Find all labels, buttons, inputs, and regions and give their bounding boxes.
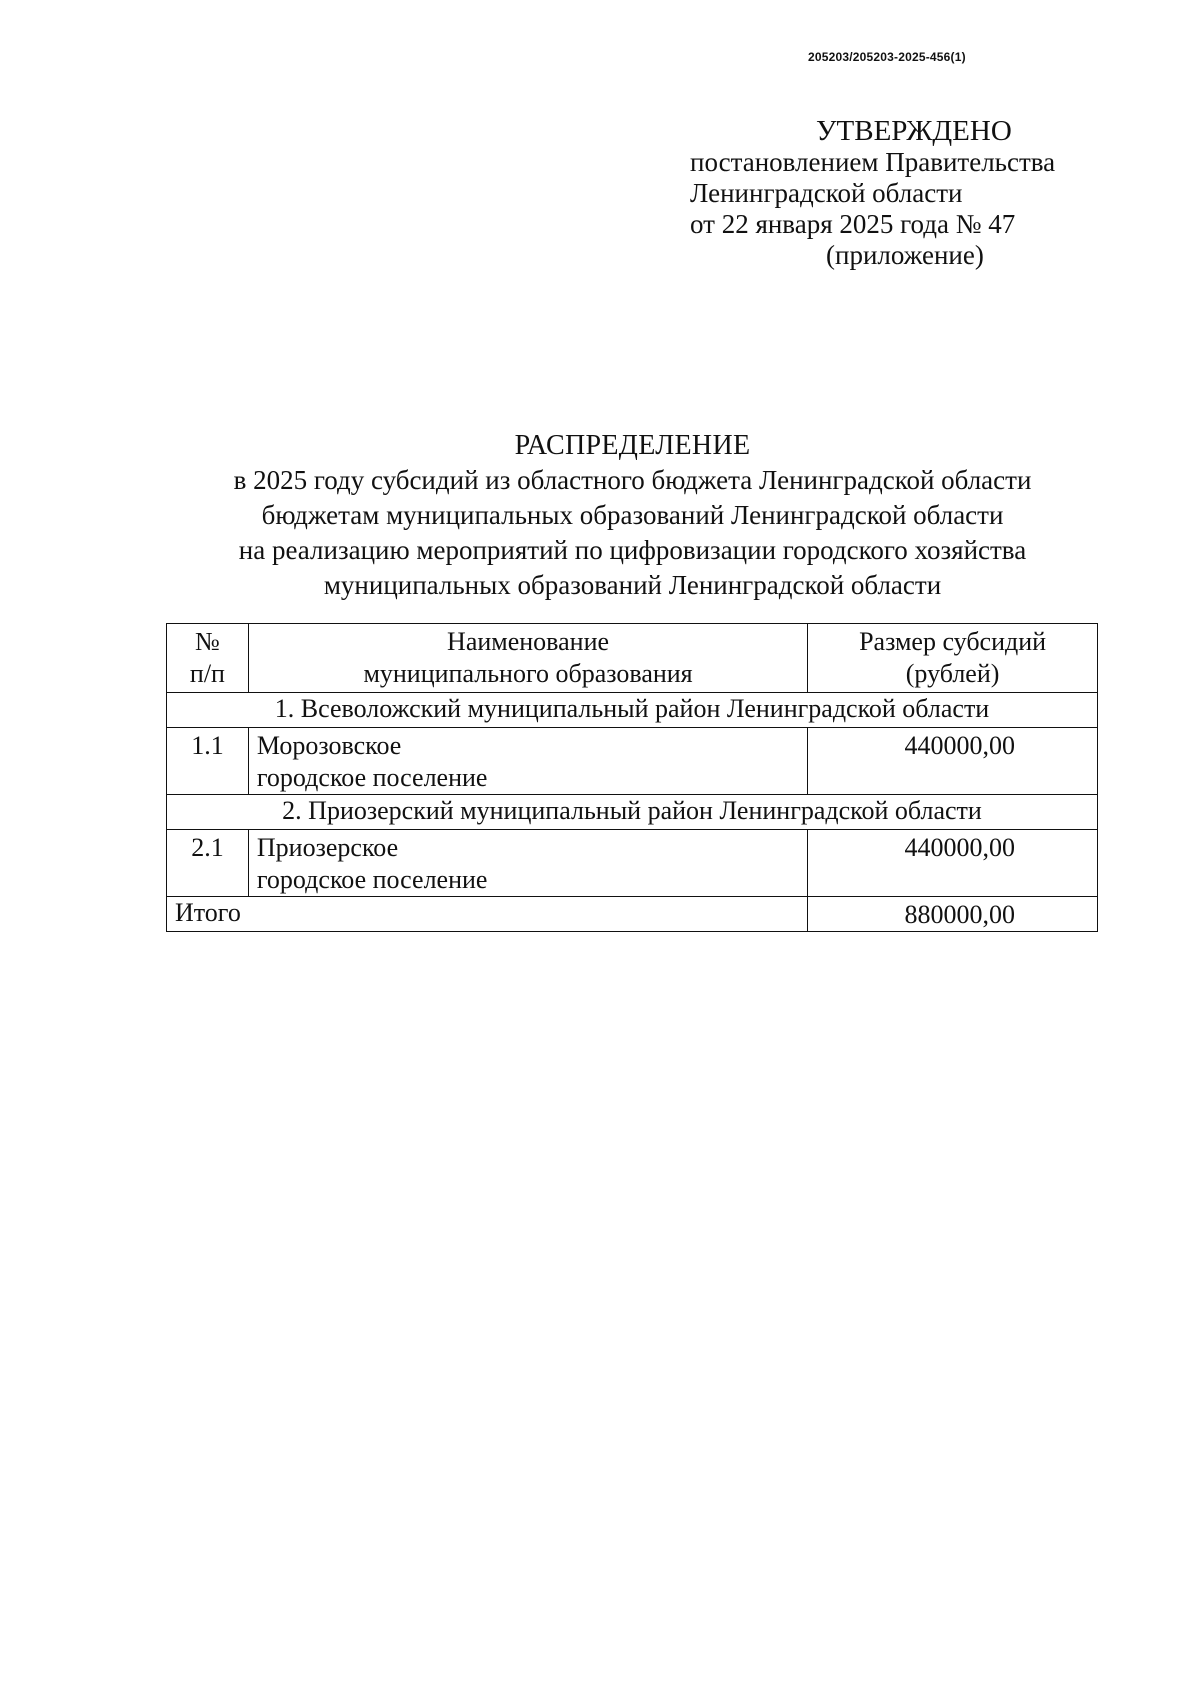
- district-name: 1. Всеволожский муниципальный район Ленинградской области: [167, 693, 1098, 728]
- table-header-row: [167, 624, 1098, 693]
- row-num: 2.1: [167, 830, 249, 897]
- row-name-line-1: Морозовское: [256, 731, 402, 760]
- header-name-line-2: муниципального образования: [363, 659, 693, 688]
- approval-block: [690, 116, 1130, 271]
- header-amount-line-2: (рублей): [905, 659, 1000, 688]
- total-label: Итого: [167, 897, 808, 932]
- row-name-line-2: городское поселение: [256, 763, 488, 792]
- title-line-2: бюджетам муниципальных образований Ленинградской области: [261, 500, 1004, 530]
- district-row: [167, 795, 1098, 830]
- header-num-line-1: №: [195, 627, 220, 656]
- row-amount: 440000,00: [808, 830, 1098, 897]
- row-amount: 440000,00: [808, 728, 1098, 795]
- distribution-table: [166, 623, 1098, 932]
- header-name: [248, 624, 807, 693]
- row-num: 1.1: [167, 728, 249, 795]
- approval-line-3: от 22 января 2025 года № 47: [690, 209, 1016, 239]
- approval-line-4: (приложение): [826, 240, 984, 270]
- header-num-line-2: п/п: [189, 659, 225, 688]
- title-line-3: на реализацию мероприятий по цифровизации городского хозяйства: [238, 535, 1027, 565]
- table-row: [167, 830, 1098, 897]
- document-title-block: [168, 428, 1097, 603]
- row-name: [248, 728, 807, 795]
- row-name: [248, 830, 807, 897]
- header-num: [167, 624, 249, 693]
- approval-line-2: Ленинградской области: [690, 178, 963, 208]
- title-line-4: муниципальных образований Ленинградской области: [323, 570, 942, 600]
- document-title: РАСПРЕДЕЛЕНИЕ: [514, 430, 751, 461]
- approval-heading: УТВЕРЖДЕНО: [816, 115, 1012, 147]
- district-row: [167, 693, 1098, 728]
- total-row: [167, 897, 1098, 932]
- header-amount-line-1: Размер субсидий: [859, 627, 1047, 656]
- total-amount: 880000,00: [808, 897, 1098, 932]
- row-name-line-2: городское поселение: [256, 865, 488, 894]
- title-line-1: в 2025 году субсидий из областного бюджета Ленинградской области: [233, 465, 1032, 495]
- district-name: 2. Приозерский муниципальный район Ленинградской области: [167, 795, 1098, 830]
- row-name-line-1: Приозерское: [256, 833, 399, 862]
- document-id: 205203/205203-2025-456(1): [808, 50, 966, 64]
- header-amount: [808, 624, 1098, 693]
- table-row: [167, 728, 1098, 795]
- approval-line-1: постановлением Правительства: [690, 147, 1056, 177]
- header-name-line-1: Наименование: [447, 627, 610, 656]
